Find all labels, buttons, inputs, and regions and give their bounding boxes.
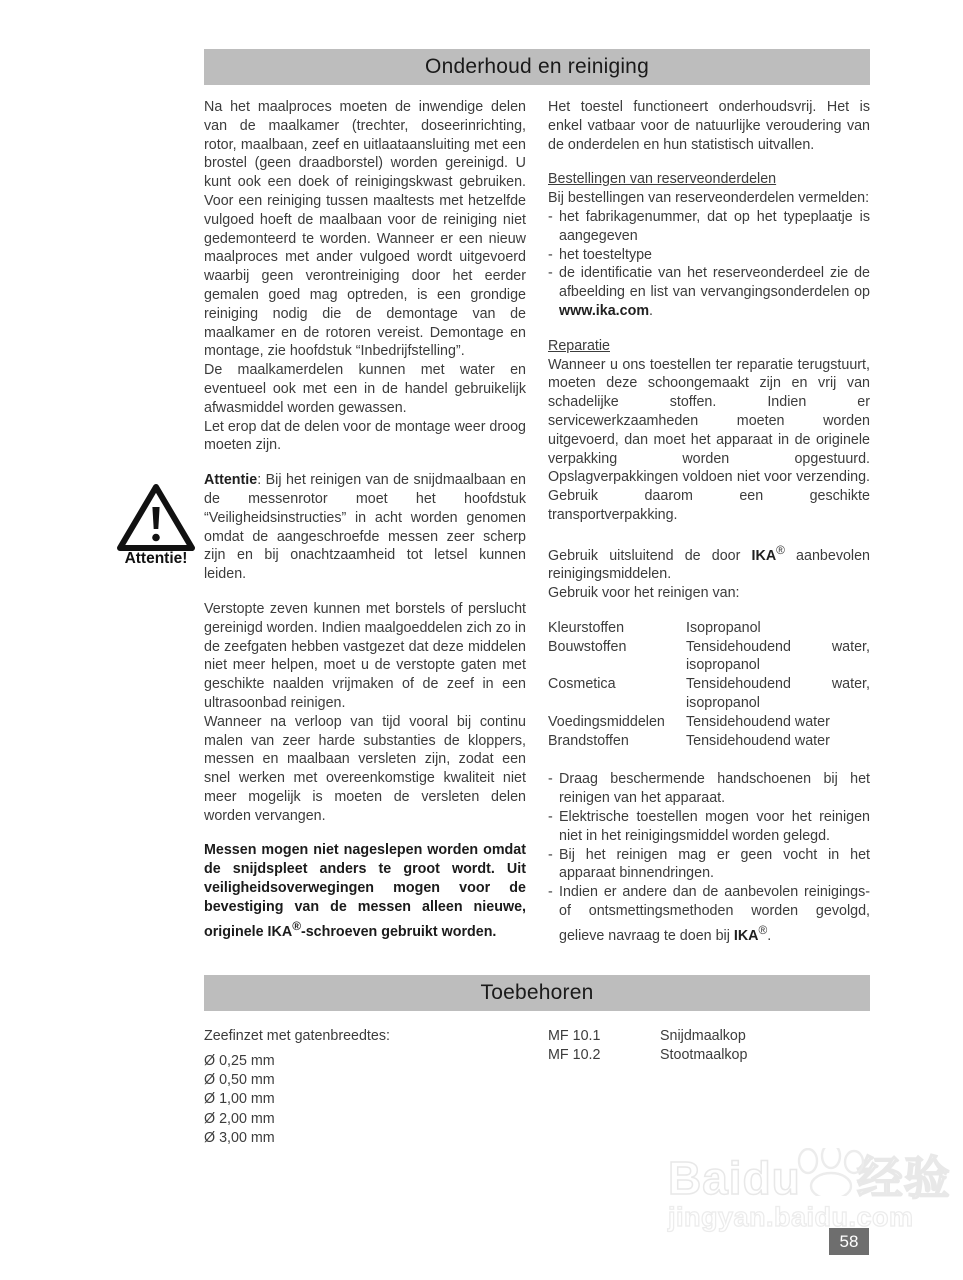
agent-material: Kleurstoffen bbox=[548, 619, 625, 636]
agent-material: Brandstoffen bbox=[548, 732, 629, 749]
agents-intro-post: aanbevolen reinigingsmiddelen. bbox=[548, 547, 870, 583]
section-title-maintenance: Onderhoud en reiniging bbox=[425, 55, 649, 78]
list-item: - Bij het reinigen mag er geen vocht in het apparaat binnendringen. bbox=[548, 846, 870, 884]
accessories-parts-block bbox=[548, 1027, 747, 1065]
section-header-accessories bbox=[204, 975, 870, 1011]
table-row bbox=[548, 675, 870, 713]
note4-pre: Indien er andere dan de aanbevolen reinigings- of ontsmettingsmethoden worden gevolgd, gelieve navraag te doen bij bbox=[559, 884, 870, 944]
table-row bbox=[548, 619, 870, 638]
sieve-size: Ø 3,00 mm bbox=[204, 1129, 275, 1146]
registered-mark: ® bbox=[758, 922, 768, 937]
list-item: - het toesteltype bbox=[548, 246, 870, 265]
sieve-lead-label: Zeefinzet met gatenbreedtes: bbox=[204, 1028, 390, 1044]
watermark-sub-text: jingyan.baidu.com bbox=[668, 1202, 914, 1232]
spare-parts-list bbox=[548, 208, 870, 321]
list-item bbox=[548, 883, 870, 945]
spare-parts-item3-pre: de identificatie van het reserveonderdeel zie de afbeelding en list van vervangingsonderdelen op bbox=[559, 265, 870, 301]
paw-print-icon bbox=[786, 1148, 878, 1196]
agent-name: Tensidehoudend water, isopropanol bbox=[686, 638, 870, 674]
page-number-badge: 58 bbox=[829, 1228, 869, 1255]
attention-body: : Bij het reinigen van de snijdmaalbaan en de messenrotor moet het hoofdstuk “Veiligheidsinstructies” in acht worden genomen omdat de aangeschroefde messen zeer scherp zijn en bij onachtzaamheid tot letsel kunnen leiden. bbox=[204, 472, 526, 583]
paragraph-spare-parts-intro: Bij bestellingen van reserveonderdelen vermelden: bbox=[548, 190, 870, 207]
table-row bbox=[548, 713, 870, 732]
agent-material: Bouwstoffen bbox=[548, 638, 627, 655]
paragraph-maintenance-free: Het toestel functioneert onderhoudsvrij. Het is enkel vatbaar voor de natuurlijke veroudering van de onderdelen en hun statistisch uitvallen. bbox=[548, 99, 870, 153]
registered-mark: ® bbox=[776, 542, 785, 557]
ika-website-link: www.ika.com bbox=[559, 302, 650, 319]
table-row bbox=[548, 1046, 747, 1065]
baidu-watermark bbox=[668, 1152, 958, 1262]
agent-name: Tensidehoudend water, isopropanol bbox=[686, 676, 870, 712]
heading-repair: Reparatie bbox=[548, 337, 610, 354]
cleaning-notes-list bbox=[548, 770, 870, 945]
paragraph-repair: Wanneer u ons toestellen ter reparatie terugstuurt, moeten deze schoongemaakt zijn en vrij van schadelijke stoffen. Indien er servicewerkzaamheden moeten worden uitgevoerd, dan moet het apparaat in de originele verpakking worden opgestuurd. Opslagverpakkingen voldoen niet voor verzending. Gebruik daarom een geschikte transportverpakking. bbox=[548, 356, 870, 523]
paragraph-blade-warning bbox=[204, 841, 526, 941]
blade-warning-text-end: -schroeven gebruikt worden. bbox=[300, 923, 497, 940]
spare-parts-item3-post: . bbox=[649, 302, 654, 319]
note4-post: . bbox=[767, 927, 772, 944]
attention-icon-block bbox=[112, 484, 200, 568]
list-item bbox=[548, 264, 870, 320]
heading-spare-parts-orders: Bestellingen van reserveonderdelen bbox=[548, 171, 777, 188]
table-row bbox=[548, 638, 870, 676]
paragraph-attention bbox=[204, 471, 526, 584]
sieve-size: Ø 0,25 mm bbox=[204, 1053, 275, 1069]
section-header-maintenance bbox=[204, 49, 870, 85]
ika-brand: IKA bbox=[733, 927, 759, 944]
part-name: Stootmaalkop bbox=[660, 1047, 748, 1063]
cleaning-agents-table bbox=[548, 619, 870, 751]
paragraph-wear-parts: Wanneer na verloop van tijd vooral bij continu malen van zeer harde substanties de kloppers, messen en maalbaan versleten zijn, zodat een snel werken met overeenkomstige kwaliteit niet meer mogelijk is moeten de versleten delen worden vervangen. bbox=[204, 713, 526, 824]
watermark-main-text bbox=[668, 1152, 958, 1204]
watermark-baidu: Baidu bbox=[668, 1152, 801, 1204]
agent-name: Tensidehoudend water bbox=[686, 732, 830, 749]
paragraph-drying: Let erop dat de delen voor de montage weer droog moeten zijn. bbox=[204, 418, 526, 454]
paragraph-cleaning-intro: Na het maalproces moeten de inwendige delen van de maalkamer (trechter, doseerinrichting, rotor, maalbaan, zeef en uitlaataansluiting met een brostel (geen draadborstel) worden gereinigd. U kunt ook een doek of reinigingskwast gebruiken. Voor een reiniging tussen maaltests met hetzelfde vulgoed hoeft de maalbaan voor de reiniging niet gedemonteerd te worden. Wanneer er een nieuw maalproces met ander vulgoed wordt uitgevoerd waarbij geen verontreiniging door het eerder gemalen goed mag optreden, is een grondige reiniging nodig die de demontage van de maalkamer en de rotoren vereist. Demontage en montage, zie hoofdstuk “Inbedrijfstelling”. bbox=[204, 99, 526, 360]
paragraph-recommended-agents bbox=[548, 541, 870, 584]
part-name: Snijdmaalkop bbox=[660, 1028, 746, 1044]
left-text-column bbox=[204, 98, 526, 941]
right-text-column bbox=[548, 98, 870, 945]
attention-icon-label: Attentie! bbox=[124, 550, 188, 567]
accessories-parts-table bbox=[548, 1027, 747, 1065]
table-row bbox=[548, 732, 870, 751]
list-item: - Elektrische toestellen mogen voor het reinigen niet in het reinigingsmiddel worden gelegd. bbox=[548, 808, 870, 846]
part-code: MF 10.1 bbox=[548, 1028, 601, 1044]
ika-brand: IKA bbox=[751, 547, 777, 564]
sieve-size: Ø 2,00 mm bbox=[204, 1110, 275, 1127]
agent-name: Isopropanol bbox=[686, 619, 761, 636]
part-code: MF 10.2 bbox=[548, 1047, 601, 1063]
paragraph-clogged-sieves: Verstopte zeven kunnen met borstels of perslucht gereinigd worden. Indien maalgoeddelen zich zo in de zeefgaten hebben vastgezet dat deze middelen niet meer helpen, moet u de verstopte gaten met geschikte naalden vrijmaken of de zeef in een ultrasoonbad reinigen. bbox=[204, 600, 526, 711]
list-item: - het fabrikagenummer, dat op het typeplaatje is aangegeven bbox=[548, 208, 870, 246]
list-item: - Draag beschermende handschoenen bij het reinigen van het apparaat. bbox=[548, 770, 870, 808]
agent-material: Voedingsmiddelen bbox=[548, 713, 665, 730]
agents-intro-pre: Gebruik uitsluitend de door bbox=[548, 547, 752, 564]
accessories-sieve-block bbox=[204, 1027, 390, 1148]
watermark-cn: 经验 bbox=[856, 1152, 951, 1204]
sieve-size: Ø 0,50 mm bbox=[204, 1072, 275, 1089]
section-title-accessories: Toebehoren bbox=[480, 981, 594, 1004]
attention-keyword: Attentie bbox=[204, 472, 258, 489]
agent-material: Cosmetica bbox=[548, 676, 616, 693]
agent-name: Tensidehoudend water bbox=[686, 713, 830, 730]
warning-triangle-icon bbox=[117, 484, 195, 552]
blade-warning-text: Messen mogen niet nageslepen worden omdat de snijdspleet anders te groot wordt. Uit veiligheidsoverwegingen mogen voor de bevestiging van de messen alleen nieuwe, originele IKA bbox=[204, 842, 526, 940]
registered-mark: ® bbox=[292, 918, 301, 933]
paragraph-agents-use-for: Gebruik voor het reinigen van: bbox=[548, 585, 740, 602]
sieve-size: Ø 1,00 mm bbox=[204, 1091, 275, 1108]
paragraph-washing: De maalkamerdelen kunnen met water en eventueel ook met een in de handel gebruikelijk afwasmiddel worden gewassen. bbox=[204, 362, 526, 416]
table-row bbox=[548, 1027, 747, 1046]
